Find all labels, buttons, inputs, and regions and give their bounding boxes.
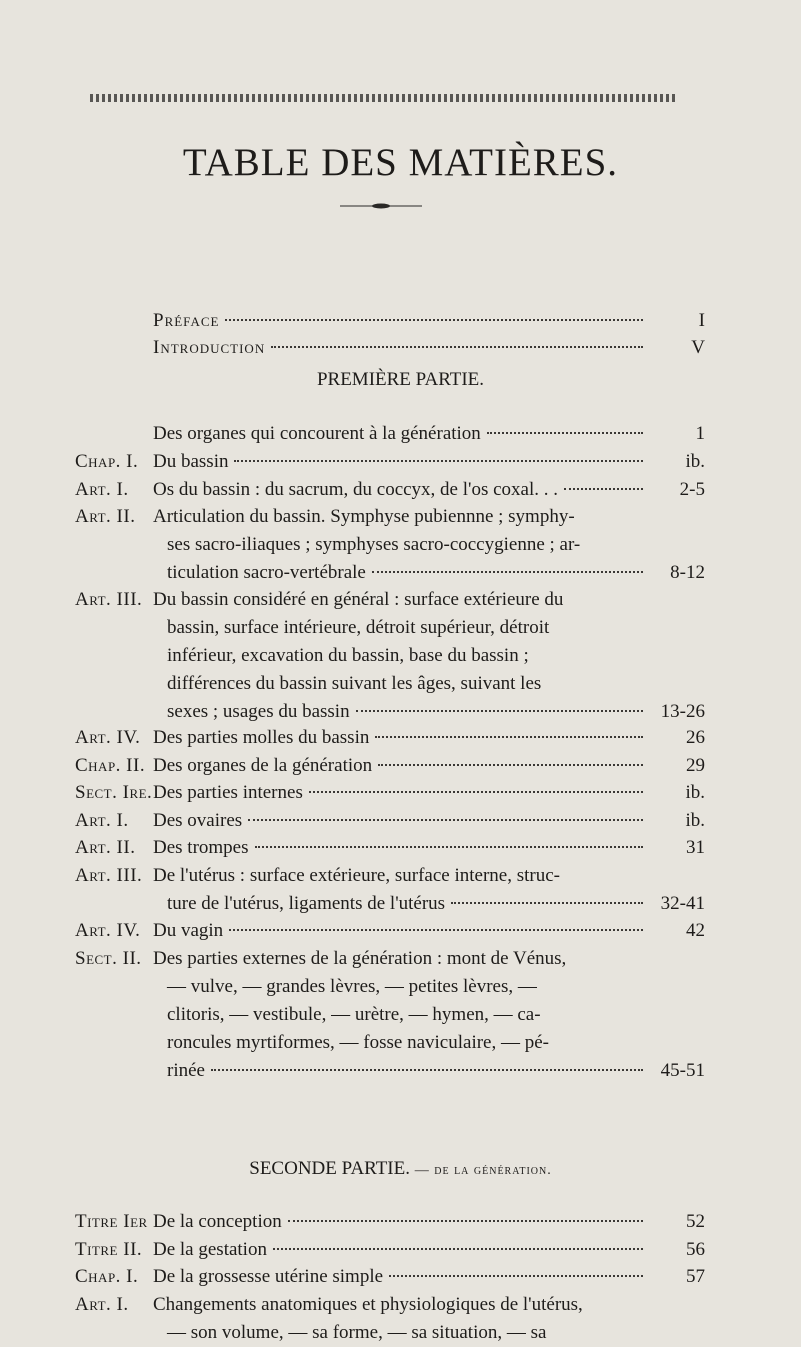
page-number: 56 xyxy=(686,1238,705,1260)
leader-dots xyxy=(378,764,643,766)
entry-label: Art. IV. xyxy=(75,920,141,942)
page-number: I xyxy=(698,310,705,331)
leader-dots xyxy=(211,1069,643,1071)
entry-title: Des organes qui concourent à la génération xyxy=(153,423,481,444)
leader-dots xyxy=(564,488,643,490)
entry-text: Du vagin xyxy=(153,920,224,942)
page-number: 29 xyxy=(686,754,705,776)
entry-text: rinée xyxy=(167,1059,205,1081)
entry-label: Sect. Ire. xyxy=(75,782,153,804)
entry-title: Introduction xyxy=(153,337,266,358)
entry-label: Art. IV. xyxy=(75,727,141,748)
part-two-subtitle: — de la génération. xyxy=(414,1163,552,1178)
entry-text: sexes ; usages du bassin xyxy=(167,701,350,722)
entry-label: Chap. II. xyxy=(75,754,146,776)
leader-dots xyxy=(389,1275,643,1277)
part-two-heading xyxy=(0,1158,801,1180)
entry-text: Des ovaires xyxy=(153,809,243,831)
entry-text: Du bassin xyxy=(153,451,229,472)
leader-dots xyxy=(372,571,643,573)
entry-label: Sect. II. xyxy=(75,947,142,969)
entry-text: Des trompes xyxy=(153,837,249,859)
page-number: 13-26 xyxy=(660,701,705,722)
leader-dots xyxy=(255,846,643,848)
entry-text: Des parties externes de la génération : mont de Vénus, xyxy=(153,947,567,969)
entry-label: Art. II. xyxy=(75,837,136,859)
entry-text: Articulation du bassin. Symphyse pubiennne ; symphy- xyxy=(153,506,575,528)
entry-text: Du bassin considéré en général : surface extérieure du xyxy=(153,589,564,610)
entry-label: Art. I. xyxy=(75,478,129,500)
part-one-heading: PREMIÈRE PARTIE. xyxy=(316,369,485,390)
entry-text: différences du bassin suivant les âges, suivant les xyxy=(167,673,542,694)
page-number: ib. xyxy=(685,809,705,831)
entry-label: Art. I. xyxy=(75,1293,129,1315)
entry-text: Changements anatomiques et physiologiques de l'utérus, xyxy=(153,1293,583,1315)
entry-text: — son volume, — sa forme, — sa situation, — sa xyxy=(167,1321,547,1343)
page-number: 8-12 xyxy=(670,562,705,584)
entry-text: bassin, surface intérieure, détroit supérieur, détroit xyxy=(167,617,550,638)
leader-dots xyxy=(356,710,643,712)
page-number: ib. xyxy=(685,451,705,472)
leader-dots xyxy=(248,819,643,821)
entry-title: Préface xyxy=(153,310,220,331)
page-number: 2-5 xyxy=(679,478,705,500)
page-number: 32-41 xyxy=(660,893,705,914)
entry-text: De la gestation xyxy=(153,1238,267,1260)
entry-text: roncules myrtiformes, — fosse naviculaire, — pé- xyxy=(167,1031,549,1053)
entry-text: ses sacro-iliaques ; symphyses sacro-coccygienne ; ar- xyxy=(167,534,581,556)
entry-text: Os du bassin : du sacrum, du coccyx, de l'os coxal. . . xyxy=(153,478,558,500)
entry-label: Titre Ier xyxy=(75,1211,148,1232)
entry-text: clitoris, — vestibule, — urètre, — hymen, — ca- xyxy=(167,1003,541,1025)
entry-label: Art. II. xyxy=(75,506,136,528)
leader-dots xyxy=(271,346,643,348)
ornamental-rule xyxy=(340,203,422,209)
page-number: 52 xyxy=(686,1211,705,1232)
page-number: ib. xyxy=(685,782,705,804)
part-two-title: SECONDE PARTIE. xyxy=(249,1158,410,1179)
entry-label: Titre II. xyxy=(75,1238,143,1260)
leader-dots xyxy=(451,902,643,904)
entry-text: ture de l'utérus, ligaments de l'utérus xyxy=(167,893,446,914)
top-ornament-border xyxy=(90,94,675,102)
leader-dots xyxy=(288,1220,643,1222)
entry-text: — vulve, — grandes lèvres, — petites lèvres, — xyxy=(167,975,537,997)
leader-dots xyxy=(273,1248,643,1250)
entry-label: Art. I. xyxy=(75,809,129,831)
page-number: 31 xyxy=(686,837,705,859)
entry-text: Des parties molles du bassin xyxy=(153,727,370,748)
page-number: V xyxy=(691,337,705,358)
page-number: 45-51 xyxy=(660,1059,705,1081)
page-number: 57 xyxy=(686,1266,705,1288)
leader-dots xyxy=(225,319,643,321)
entry-label: Chap. I. xyxy=(75,1266,139,1288)
entry-text: De la conception xyxy=(153,1211,282,1232)
page-title: TABLE DES MATIÈRES. xyxy=(182,141,619,184)
entry-label: Chap. I. xyxy=(75,451,139,472)
entry-text: inférieur, excavation du bassin, base du bassin ; xyxy=(167,645,529,666)
entry-text: De la grossesse utérine simple xyxy=(153,1266,384,1288)
leader-dots xyxy=(309,791,643,793)
page-number: 1 xyxy=(695,423,705,444)
entry-text: Des parties internes xyxy=(153,782,303,804)
entry-text: ticulation sacro-vertébrale xyxy=(167,562,366,584)
page-number: 42 xyxy=(686,920,705,942)
page-number: 26 xyxy=(686,727,705,748)
leader-dots xyxy=(487,432,643,434)
entry-label: Art. III. xyxy=(75,589,143,610)
leader-dots xyxy=(229,929,643,931)
entry-text: Des organes de la génération xyxy=(153,754,373,776)
entry-text: De l'utérus : surface extérieure, surface interne, struc- xyxy=(153,865,560,886)
leader-dots xyxy=(375,736,643,738)
leader-dots xyxy=(234,460,643,462)
entry-label: Art. III. xyxy=(75,865,143,886)
